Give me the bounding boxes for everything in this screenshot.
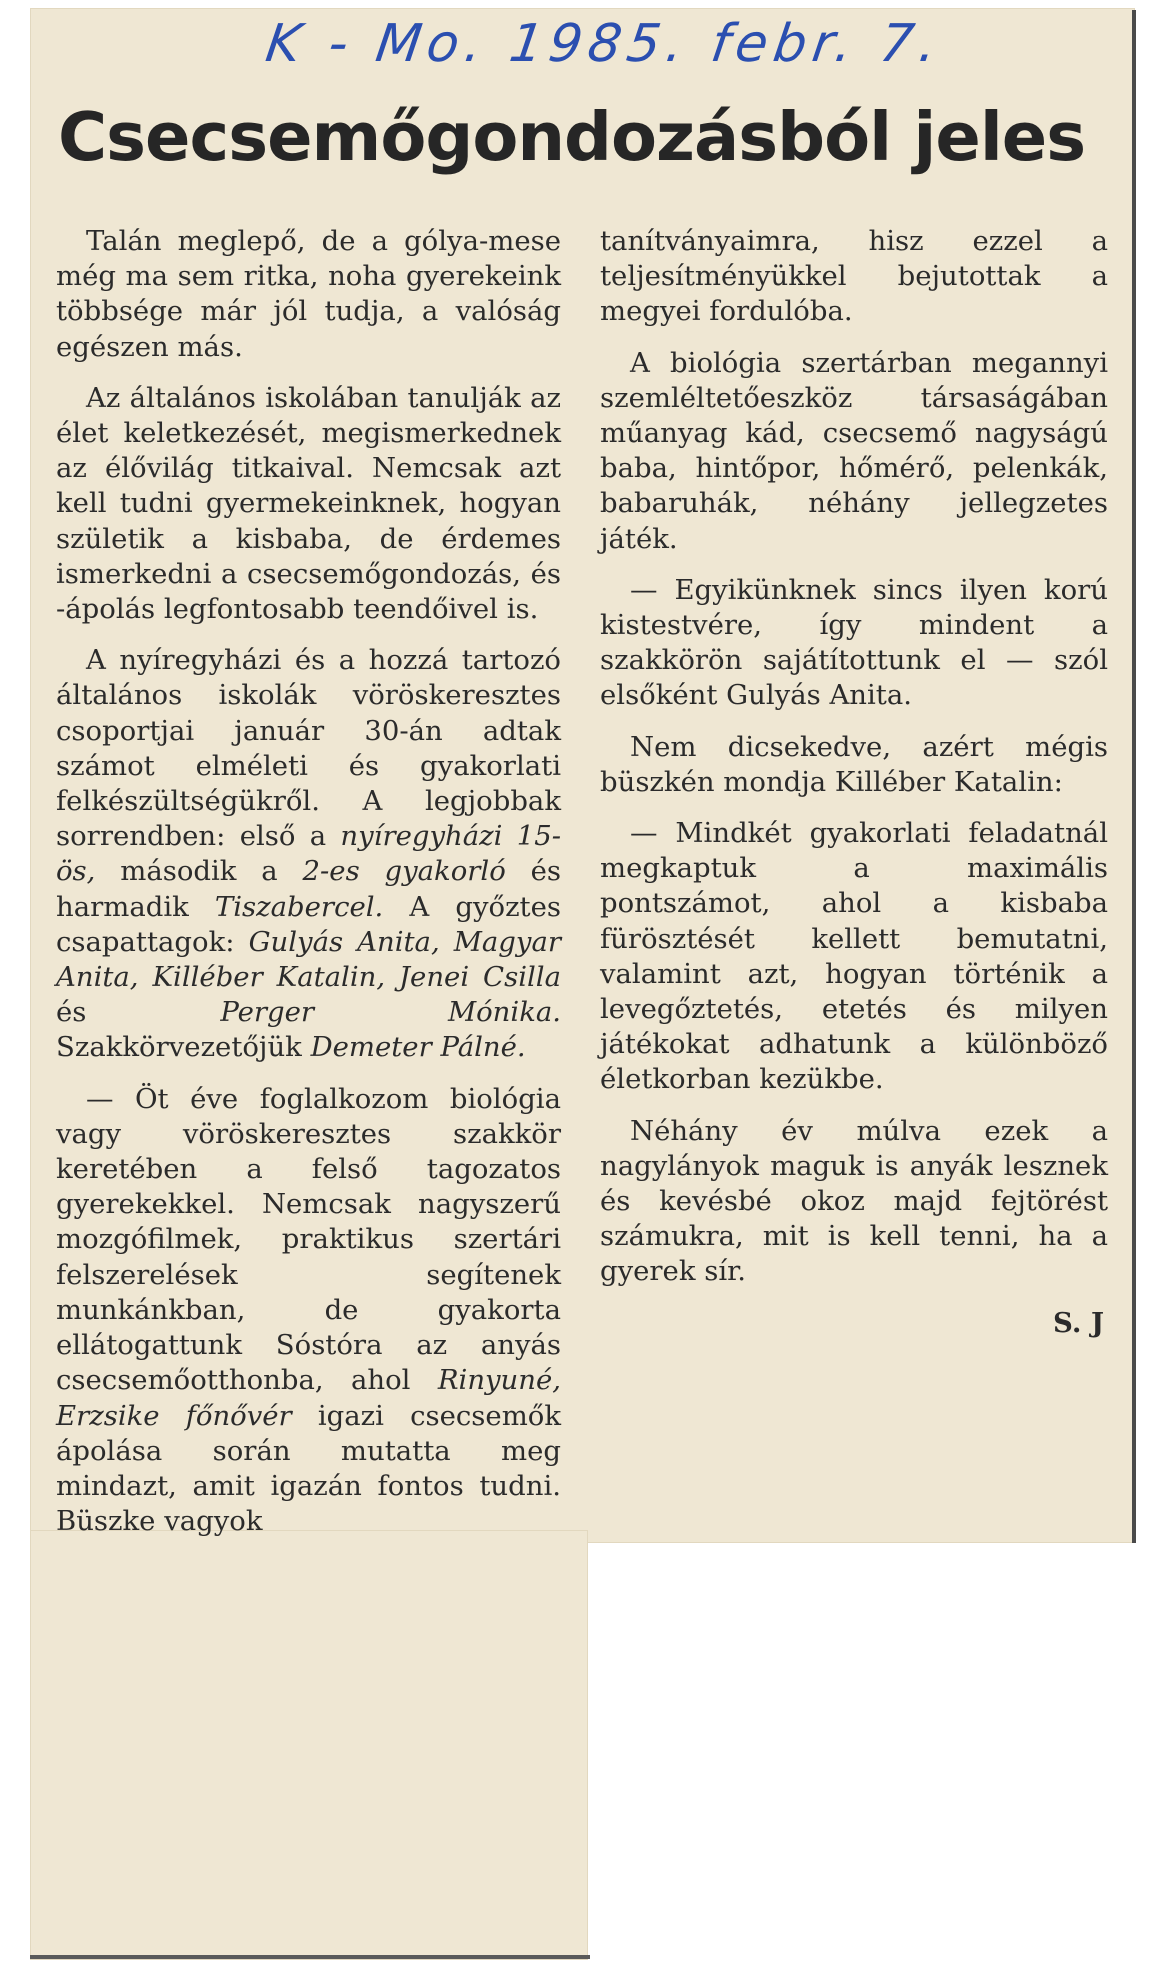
paragraph: Az általános iskolában tanulják az élet keletkezését, megismerkednek az élővilág titkaival. Nemcsak azt kell tudni gyermekeinknek, hogyan születik a kisbaba, de érdemes ismerkedni a csecsemőgondozás, és -ápolás legfontosabb teendőivel is.: [56, 381, 561, 626]
paragraph: — Öt éve foglalkozom biológia vagy vöröskeresztes szakkör keretében a felső tagozatos gyerekekkel. Nemcsak nagyszerű mozgófilmek, praktikus szertári felszerelések segítenek munkánkban, de gyakorta ellátogattunk Sóstóra az anyás csecsemőotthonba, ahol Rinyuné, Erzsike főnővér igazi csecsemők ápolása során mutatta meg mindazt, amit igazán fontos tudni. Büszke vagyok: [56, 1082, 561, 1538]
clipping-lower: [30, 1530, 588, 1960]
clipping-bottom-edge: [30, 1955, 590, 1959]
paragraph: Nem dicsekedve, azért mégis büszkén mondja Killéber Katalin:: [600, 730, 1108, 798]
article-right-column: [600, 224, 1108, 1357]
paragraph: A biológia szertárban megannyi szemléltetőeszköz társaságában műanyag kád, csecsemő nagyságú baba, hintőpor, hőmérő, pelenkák, babaruhák, néhány jellegzetes játék.: [600, 346, 1108, 555]
handwritten-date-note: K - Mo. 1985. febr. 7.: [262, 14, 947, 74]
author-signature: S. J: [1052, 1306, 1104, 1339]
paragraph: tanítványaimra, hisz ezzel a teljesítményükkel bejutottak a megyei fordulóba.: [600, 225, 1108, 328]
paragraph: — Mindkét gyakorlati feladatnál megkaptuk a maximális pontszámot, ahol a kisbaba fürösztését kellett bemutatni, valamint azt, hogyan történik a levegőztetés, etetés és milyen játékokat adhatunk a különböző életkorban kezükbe.: [600, 817, 1108, 1096]
paragraph: Talán meglepő, de a gólya-mese még ma sem ritka, noha gyerekeink többsége már jól tudja, a valóság egészen más.: [56, 225, 561, 363]
article-left-column: [56, 224, 561, 1555]
article-headline: Csecsemőgondozásból jeles: [58, 98, 1086, 176]
paragraph: — Egyikünknek sincs ilyen korú kistestvére, így mindent a szakkörön sajátítottunk el — szól elsőként Gulyás Anita.: [600, 573, 1108, 712]
paragraph: Néhány év múlva ezek a nagylányok maguk is anyák lesznek és kevésbé okoz majd fejtörést számukra, mit is kell tenni, ha a gyerek sír.: [600, 1114, 1108, 1288]
clipping-right-edge: [1132, 10, 1136, 1543]
paragraph: A nyíregyházi és a hozzá tartozó általános iskolák vöröskeresztes csoportjai január 30-án adtak számot elméleti és gyakorlati felkészültségükről. A legjobbak sorrendben: első a nyíregyházi 15-ös, második a 2-es gyakorló és harmadik Tiszabercel. A győztes csapattagok: Gulyás Anita, Magyar Anita, Killéber Katalin, Jenei Csilla és Perger Mónika. Szakkörvezetőjük Demeter Pálné.: [56, 644, 561, 1064]
